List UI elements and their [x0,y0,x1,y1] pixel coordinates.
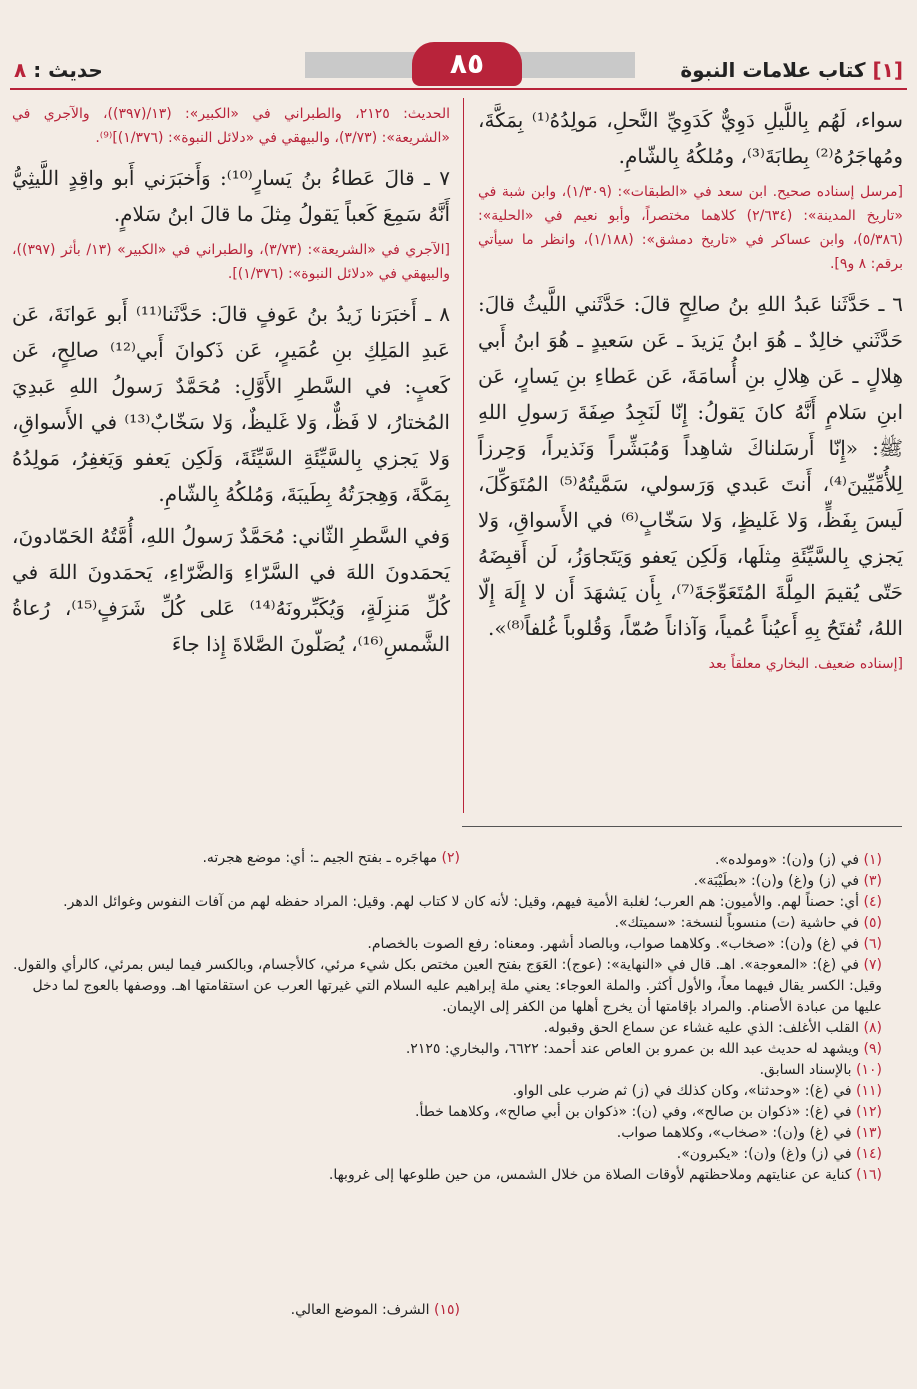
footnotes [12,850,882,1186]
footnote-text: كناية عن عنايتهم وملاحظتهم لأوقات الصلاة من خلال الشمس، من حين طلوعها إلى غروبها. [328,1167,852,1183]
footnote-item [12,1123,882,1144]
hadith-5-source: [مرسل إسناده صحيح. ابن سعد في «الطبقات»: (١/٣٠٩)، وابن شبة في «تاريخ المدينة»: (٢/٦٣٤) كلاهما مختصراً، وأبو نعيم في «الحلية»: (٥/٣٨٦)، وابن عساكر في «تاريخ دمشق»: (١/١٨٨)، وانظر ما سيأتي برقم: ٨ و٩]. [478,184,904,272]
footnote-mark: (٤) [863,894,882,910]
hadith-label: حديث : [33,58,103,82]
left-column [12,102,450,668]
footnote-item [12,1018,882,1039]
footnote-mark: (١٠) [856,1062,882,1078]
footnote-text: في حاشية (ت) منسوباً لنسخة: «سميتك». [614,915,860,931]
footnote-item [12,1144,882,1165]
footnote-15 [180,1300,460,1321]
footnote-text: في (غ): «ذكوان بن صالح»، وفي (ن): «ذكوان بن أبي صالح»، وكلاهما خطأ. [415,1104,852,1120]
header-rule [10,88,907,90]
footnote-item [12,934,882,955]
footnote-mark: (٦) [863,936,882,952]
hadith-5-ending: سواء، لَهُم بِاللَّيلِ دَوِيٌّ كَدَوِيِّ النَّحلِ، مَولِدُهُ⁽¹⁾ بِمَكَّةَ، ومُهاجَرُهُ⁽²⁾ بِطابَةَ⁽³⁾، ومُلكُهُ بِالشّامِ. [478,108,904,168]
hadith-8-second-line: وَفي السَّطرِ الثّاني: مُحَمَّدٌ رَسولُ اللهِ، أُمَّتُهُ الحَمّادونَ، يَحمَدونَ اللهَ في السَّرّاءِ وَالضَّرّاءِ، يَحمَدونَ اللهَ في كُلِّ مَنزِلَةٍ، وَيُكَبِّرونَهُ⁽¹⁴⁾ عَلى كُلِّ شَرَفٍ⁽¹⁵⁾، رُعاةُ الشَّمسِ⁽¹⁶⁾، يُصَلّونَ الصَّلاةَ إِذا جاءَ [12,524,450,656]
right-column [478,102,903,686]
footnote-text: في (غ) و(ن): «صخاب»، وكلاهما صواب. [616,1125,852,1141]
footnote-text: في (غ): «المعوجة». اهـ. قال في «النهاية»: (عوج): العَوَج بفتح العين مختص بكل شيء مرئي، كالأجسام، وبالكسر فيما ليس بمرئي، كالرأي والقول. وقيل: الكسر يقال فيهما معاً، والأول أكثر. والملة العوجاء: يعني ملة إبراهيم عليه السلام التي غيرتها العرب عن استقامتها اهـ. ووصفها بالعوج لما دخل عليها من عبادة الأصنام. والمراد بإقامتها أن يخرج أهلها من الكفر إلى الإيمان. [13,957,882,1015]
footnote-text: أي: حصناً لهم. والأميون: هم العرب؛ لغلبة الأمية فيهم، وقيل: لأنه كان لا كتاب لهم. وقيل: المراد حفظه لهم من آفات النفوس وغوائل الدهر. [63,894,860,910]
footnote-item [12,913,882,934]
footnote-text: القلب الأغلف: الذي عليه غشاء عن سماع الحق وقبوله. [543,1020,860,1036]
footnote-mark: (٧) [863,957,882,973]
footnote-mark: (١٢) [856,1104,882,1120]
footnote-text: في (ز) و(ن): «ومولده». [714,852,860,868]
footnote-mark: (١٣) [856,1125,882,1141]
footnote-mark: (٨) [863,1020,882,1036]
footnote-item [12,1081,882,1102]
footnote-mark: (٥) [863,915,882,931]
footnote-item [12,1060,882,1081]
footnote-text: في (غ): «وحدثنا»، وكان كذلك في (ز) ثم ضرب على الواو. [512,1083,852,1099]
footnote-mark: (١٥) [434,1302,460,1318]
footnote-text: في (غ) و(ن): «صخاب». وكلاهما صواب، وبالصاد أشهر. ومعناه: رفع الصوت بالخصام. [367,936,860,952]
hadith-indicator [14,58,103,82]
footnote-item [12,850,882,871]
footnote-item [12,892,882,913]
page-number: ٨٥ [412,42,522,86]
footnote-mark: (١٤) [856,1146,882,1162]
footnote-text: في (ز) و(غ) و(ن): «يكبرون». [676,1146,852,1162]
hadith-7-source: [الآجري في «الشريعة»: (٣/٧٣)، والطبراني في «الكبير» (١٣/ بأثر (٣٩٧))، والبيهقي في «دلائل النبوة»: (١/٣٧٦)]. [12,242,450,282]
book-title-text: كتاب علامات النبوة [680,58,866,82]
footnote-mark: (٩) [863,1041,882,1057]
footnote-mark: (٣) [863,873,882,889]
footnote-text: مهاجَره ـ بفتح الجيم ـ: أي: موضع هجرته. [202,850,438,866]
hadith-8-text: ٨ ـ أَخبَرَنا زَيدُ بنُ عَوفٍ قالَ: حَدَّثَنا⁽¹¹⁾ أَبو عَوانَةَ، عَن عَبدِ المَلِكِ بنِ عُمَيرٍ، عَن ذَكوانَ أَبي⁽¹²⁾ صالِحٍ، عَن كَعبٍ: في السَّطرِ الأَوَّلِ: مُحَمَّدٌ رَسولُ اللهِ عَبدِيَ المُختارُ، لا فَظٌّ، وَلا غَليظٌ، وَلا سَخّابٌ⁽¹³⁾ في الأَسواقِ، وَلا يَجزي بِالسَّيِّئَةِ السَّيِّئَةَ، وَلَكِن يَعفو وَيَغفِرُ، مَولِدُهُ بِمَكَّةَ، وَهِجرَتُهُ بِطَيبَةَ، وَمُلكُهُ بِالشّامِ. [12,302,450,506]
footnote-mark: (١٦) [856,1167,882,1183]
footnote-mark: (١١) [856,1083,882,1099]
footnote-item [12,1039,882,1060]
footnote-item [12,871,882,892]
footnote-mark: (١) [863,852,882,868]
hadith-6-text: ٦ ـ حَدَّثَنا عَبدُ اللهِ بنُ صالِحٍ قالَ: حَدَّثَني اللَّيثُ قالَ: حَدَّثَني خالِدٌ ـ هُوَ ابنُ يَزيدَ ـ عَن سَعيدٍ ـ هُوَ ابنُ أَبي هِلالٍ ـ عَن هِلالِ بنِ أُسامَةَ، عَن عَطاءِ بنِ يَسارٍ، عَن ابنِ سَلامٍ أَنَّهُ كانَ يَقولُ: إِنّا لَنَجِدُ صِفَةَ رَسولِ اللهِ ﷺ: «إِنّا أَرسَلناكَ شاهِداً وَمُبَشِّراً وَنَذيراً، وَحِرزاً لِلأُمِّيِّينَ⁽⁴⁾، أَنتَ عَبدي وَرَسولي، سَمَّيتُهُ⁽⁵⁾ المُتَوَكِّلَ، لَيسَ بِفَظٍّ، وَلا غَليظٍ، وَلا سَخّابٍ⁽⁶⁾ في الأَسواقِ، وَلا يَجزي بِالسَّيِّئَةِ مِثلَها، وَلَكِن يَعفو وَيَتَجاوَزُ، لَن أَقبِضَهُ حَتّى يُقيمَ المِلَّةَ المُتَعَوِّجَةَ⁽⁷⁾، بِأَن يَشهَدَ أَن لا إِلَهَ إِلّا اللهُ، تُفتَحُ بِهِ أَعيُناً عُمياً، وَآذاناً صُمّاً، وَقُلوباً غُلفاً⁽⁸⁾». [478,292,903,640]
footnote-text: في (ز) و(غ) و(ن): «بطَيْبَة». [693,873,860,889]
footnote-text: الشرف: الموضع العالي. [290,1302,430,1318]
book-prefix: [١] [872,58,903,82]
footnote-rule [462,826,902,827]
footnote-text: ويشهد له حديث عبد الله بن عمرو بن العاص عند أحمد: ٦٦٢٢، والبخاري: ٢١٢٥. [405,1041,860,1057]
footnote-item [12,1102,882,1123]
footnote-item [12,1165,882,1186]
hadith-6-source-cont: الحديث: ٢١٢٥، والطبراني في «الكبير»: (١٣/(٣٩٧))، والآجري في «الشريعة»: (٣/٧٣)، والبيهقي في «دلائل النبوة»: (١/٣٧٦)]⁽⁹⁾. [12,106,450,146]
column-divider [463,98,464,813]
footnote-text: بالإسناد السابق. [759,1062,852,1078]
hadith-number: ٨ [14,58,27,82]
footnote-mark: (٢) [441,850,460,866]
hadith-7-text: ٧ ـ قالَ عَطاءُ بنُ يَسارٍ⁽¹⁰⁾: وَأَخبَرَني أَبو واقِدٍ اللَّيثِيُّ أَنَّهُ سَمِعَ كَعباً يَقولُ مِثلَ ما قالَ ابنُ سَلامٍ. [12,166,450,226]
footnote-item [12,955,882,1018]
book-title [680,58,903,82]
hadith-6-source: [إسناده ضعيف. البخاري معلقاً بعد [708,656,903,672]
